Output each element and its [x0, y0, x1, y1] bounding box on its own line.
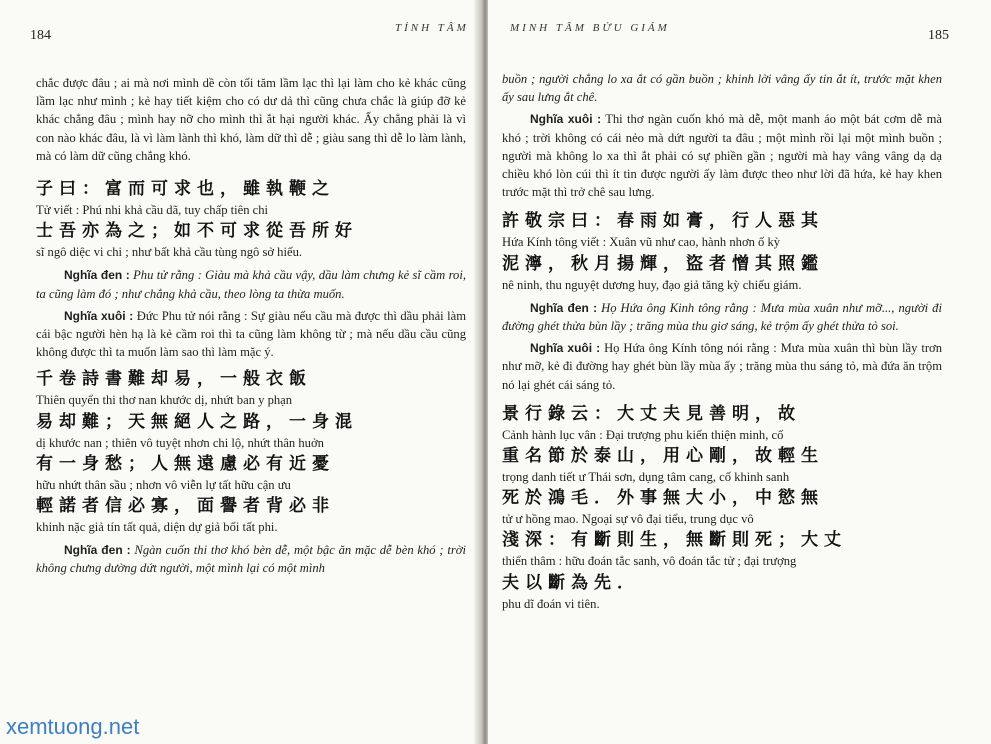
quote-1-han-line-1: 子曰：富而可求也，雖執鞭之	[36, 179, 335, 200]
quote-2-han-line-1: 千卷詩書難却易，一般衣飯	[36, 369, 312, 390]
quote-4-reading-line-5: phu dĩ đoán vi tiên.	[502, 596, 600, 611]
literal-1-paragraph	[36, 266, 466, 302]
right-page-number: 185	[928, 28, 949, 43]
right-running-head: MINH TÂM BỬU GIÁM	[510, 22, 670, 34]
free-2-label: Nghĩa xuôi :	[530, 112, 602, 127]
quote-2-han-line-4: 輕諾者信必寡，面譽者背必非	[36, 496, 335, 517]
left-body	[36, 74, 466, 582]
left-page-number: 184	[30, 28, 51, 43]
quote-3-reading-line-1: Hứa Kính tông viết : Xuân vũ như cao, hành nhơn ố kỳ	[502, 235, 781, 250]
quote-3-han-line-2: 泥濘，秋月揚輝，盜者憎其照鑑	[502, 253, 824, 274]
literal-3-label: Nghĩa đen :	[530, 300, 598, 315]
literal-1-text: Phu tử rằng : Giàu mà khả cầu vậy, dầu làm chưng kẻ sĩ cầm roi, ta cũng làm đó ; như chẳng khả cầu, theo lòng ta thừa muốn.	[36, 268, 466, 301]
quote-1-han-line-2: 士吾亦為之；如不可求從吾所好	[36, 221, 358, 242]
right-body	[502, 70, 942, 618]
quote-3-reading-line-2: nê ninh, thu nguyệt dương huy, đạo giả tăng kỳ chiếu giám.	[502, 277, 802, 292]
left-page	[0, 0, 480, 744]
quote-4-han-line-1: 景行錄云：大丈夫見善明，故	[502, 403, 801, 424]
quote-2-reading-line-3: hữu nhứt thân sầu ; nhơn vô viễn lự tất hữu cận ưu	[36, 477, 291, 492]
quote-4	[502, 402, 942, 613]
quote-1-reading-line-1: Tử viết : Phú nhi khả cầu dã, tuy chấp tiên chi	[36, 203, 269, 218]
quote-1-reading-line-2: sĩ ngô diệc vi chi ; như bất khả cầu tùng ngô sở hiếu.	[36, 245, 303, 260]
free-1-paragraph	[36, 307, 466, 362]
quote-2-reading-line-2: dị khước nan ; thiên vô tuyệt nhơn chi lộ, nhứt thân huởn	[36, 435, 324, 450]
literal-3-text: Họ Hứa ông Kinh tông rằng : Mưa mùa xuân như mỡ..., người đi đường ghét thửa bùn lầy ; trăng mùa thu giơ sáng, kẻ trộm ấy ghét thửa tỏ soi.	[502, 300, 942, 334]
free-3-paragraph	[502, 339, 942, 394]
quote-4-han-line-5: 夫以斷為先．	[502, 572, 640, 593]
quote-3-han-line-1: 許敬宗曰：春雨如膏，行人惡其	[502, 211, 824, 232]
quote-4-han-line-2: 重名節於泰山，用心剛，故輕生	[502, 446, 824, 467]
quote-4-han-line-3: 死於鴻毛．外事無大小，中慾無	[502, 488, 824, 509]
quote-2-han-line-2: 易却難；天無絕人之路，一身混	[36, 411, 358, 432]
quote-2-han-line-3: 有一身愁；人無遠慮必有近憂	[36, 453, 335, 474]
literal-3-paragraph	[502, 299, 942, 335]
quote-4-reading-line-1: Cảnh hành lục vân : Đại trượng phu kiến thiện minh, cố	[502, 427, 784, 442]
literal-2-text: Ngàn cuốn thi thơ khó bèn dễ, một bậc ăn mặc dễ bèn khó ; trời không chưng dường dứt người, một mình lại có một mình	[36, 543, 466, 576]
quote-4-han-line-4: 淺深：有斷則生，無斷則死；大丈	[502, 530, 847, 551]
free-1-label: Nghĩa xuôi :	[64, 308, 134, 323]
right-page	[488, 0, 991, 744]
quote-4-reading-line-2: trọng danh tiết ư Thái sơn, dụng tâm cang, cố khinh sanh	[502, 470, 790, 485]
quote-4-reading-line-3: tử ư hồng mao. Ngoại sự vô đại tiểu, trung dục vô	[502, 512, 754, 527]
literal-1-label: Nghĩa đen :	[64, 268, 130, 283]
quote-1	[36, 177, 466, 261]
free-1-text: Đức Phu tử nói rằng : Sự giàu nếu cầu mà được thì dầu phải làm cái bậc người hèn hạ là kẻ cầm roi thì ta cũng làm không từ ; mà nếu dầu cầu cũng không được thì ta muốn làm sao thì làm mặc ý.	[36, 308, 467, 360]
quote-3	[502, 209, 942, 293]
literal-2-paragraph	[36, 541, 466, 577]
quote-2	[36, 367, 466, 536]
quote-2-reading-line-4: khinh nặc giả tín tất quả, diện dự giả bối tất phi.	[36, 520, 278, 535]
left-intro-paragraph: chắc được đâu ; ai mà nơi mình dề còn tối tăm lầm lạc thì lại làm cho kẻ khác cũng lầm lạc như mình ; kẻ hay tiết kiệm cho có dư dả thì cũng chưa chắc là giúp đỡ kẻ khác chẳng đâu ; mình hay nỡ cho mình thì ắt hại người khác. Ấy chẳng phải là vì con nào khác đâu, là vì làm lành thì khó, làm dữ thì dễ ; giàu sang thì dễ lo làm lành, mà có làm dữ cũng chẳng khó.	[36, 76, 466, 163]
quote-2-reading-line-1: Thiên quyển thi thơ nan khước dị, nhứt ban y phạn	[36, 393, 293, 408]
literal-2-continuation: buồn ; người chẳng lo xa ắt có gần buồn ; khinh lời vâng ấy tin ắt ít, trước mặt khen ấy sau lưng ắt chê.	[502, 72, 942, 105]
free-3-text: Họ Hứa ông Kính tông nói rằng : Mưa mùa xuân thì bùn lầy trơn như mỡ, kẻ đi đường hay ghét bùn lầy mùa ấy ; trăng mùa thu sáng tỏ, mà đứa ăn trộm nó lại ghét cái sáng tỏ.	[502, 341, 942, 392]
watermark: xemtuong.net	[6, 714, 140, 739]
free-2-text: Thi thơ ngàn cuốn khó mà dễ, một manh áo một bát cơm dễ mà khó ; trời không có cái nẻo mà dứt người ta đâu ; một mình rồi lại một mình buồn ; người mà không lo xa thì ắt phải có sự phiền gần ; người mà hay vâng vâng dạ dạ chiều khó lòn cúi thì ít tin được người ấy làm được theo như lời đã hứa, kẻ hay khen trước mặt thì trở chê sau lưng.	[502, 112, 943, 200]
literal-2-label: Nghĩa đen :	[64, 543, 131, 558]
free-3-label: Nghĩa xuôi :	[530, 341, 601, 356]
quote-4-reading-line-4: thiển thâm : hữu đoán tắc sanh, vô đoán tắc tử ; đại trượng	[502, 554, 797, 569]
free-2-paragraph	[502, 110, 942, 201]
left-running-head: TỈNH TÂM	[395, 22, 469, 34]
